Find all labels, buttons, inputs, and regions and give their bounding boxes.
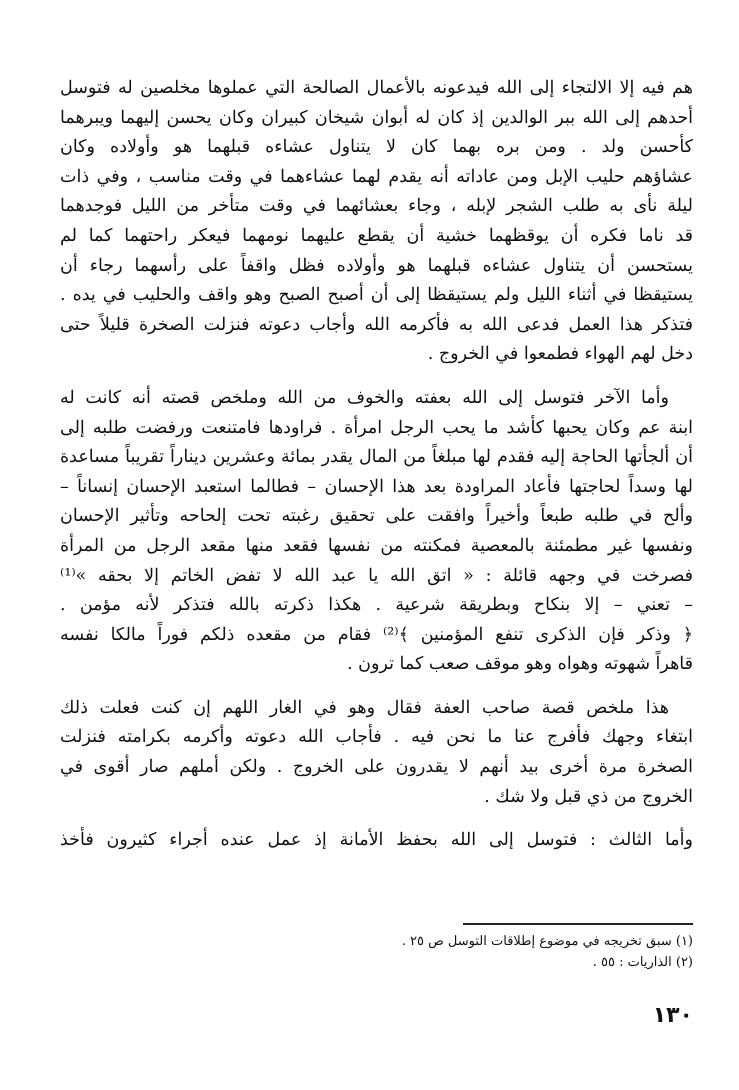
paragraph-3 (60, 694, 693, 812)
text-line: وألح في طلبه طبعاً وأخيراً وافقت على تحقيق رغبته تحت إلحاحه وتأثير الإحسان (60, 506, 693, 527)
text-line: وأما الثالث : فتوسل إلى الله بحفظ الأمانة إذ عمل عنده أجراء كثيرون فأخذ (60, 830, 693, 851)
text-line: دخل لهم الهواء فطمعوا في الخروج . (427, 344, 693, 365)
footnote-1: (١) سبق تخريجه في موضوع إطلاقات التوسل ص ٢٥ . (401, 934, 693, 949)
text-line: لها وسداً لحاجتها فأعاد المراودة بعد هذا الإحسان – فطالما استعبد الإحسان إنساناً – (60, 476, 693, 497)
text-line: – تعني – إلا بنكاح وبطريقة شرعية . هكذا ذكرته بالله فتذكر لأنه مؤمن . (60, 595, 693, 616)
paragraph-1 (60, 74, 693, 370)
text-line: ليلة نأى به طلب الشجر لإبله ، وجاء بعشائهما في وقت متأخر من الليل فوجدهما (60, 196, 693, 217)
text-line: هم فيه إلا الالتجاء إلى الله فيدعونه بالأعمال الصالحة التي عملوها مخلصين له فتوسل (60, 78, 693, 98)
text-line: فتذكر هذا العمل فدعى الله به فأكرمه الله وأجاب دعوته فنزلت الصخرة قليلاً حتى (60, 314, 693, 335)
text-line: هذا ملخص قصة صاحب العفة فقال وهو في الغار اللهم إن كنت فعلت ذلك (60, 697, 669, 718)
footnote-divider (463, 923, 693, 925)
text-line: أحدهم إلى الله ببر الوالدين إذ كان له أبوان شيخان كبيران وكان يحسن إليهما ويبرهما (60, 107, 693, 128)
paragraph-2 (60, 384, 693, 680)
text-line: عشاؤهم حليب الإبل ومن عاداته أنه يقدم لهما عشاءهما في وقت مناسب ، وفي ذات (60, 166, 693, 187)
footnotes (63, 931, 693, 973)
text-line: ابتغاء وجهك فأفرج عنا ما نحن فيه . فأجاب الله دعوته وأكرمه بكرامته فنزلت (60, 727, 693, 748)
quran-verse-line: ﴿ وذكر فإن الذكرى تنفع المؤمنين ﴾⁽²⁾ فقام من مقعده ذلكم فوراً مالكا نفسه (60, 624, 693, 645)
text-line: يستيقظا في أثناء الليل ولم يستيقظا إلى أن أصبح الصبح وهو واقف والحليب في يده . (60, 285, 693, 306)
text-line: كأحسن ولد . ومن بره بهما كان لا يتناول عشاءه قبلهما هو وأولاده وكان (60, 137, 693, 158)
footnote-2: (٢) الذاريات : ٥٥ . (592, 955, 693, 970)
text-line: أن ألجأتها الحاجة إليه فقدم لها مبلغاً من المال يقدر بمائة وعشرين ديناراً تقريباً مساعدة (60, 447, 693, 468)
page-number: ١٣٠ (652, 1003, 693, 1028)
paragraph-4 (60, 826, 693, 856)
text-line: قاهراً شهوته وهواه وهو موقف صعب كما ترون . (347, 654, 693, 675)
text-line: ونفسها غير مطمئنة بالمعصية فمكنته من نفسها فقعد منها مقعد الرجل من المرأة (60, 535, 693, 556)
text-line: فصرخت في وجهه قائلة : « اتق الله يا عبد الله لا تفض الخاتم إلا بحقه »⁽¹⁾ (60, 565, 693, 586)
text-line: يستحسن أن يتناول عشاءه قبلهما هو وأولاده فظل واقفاً على رأسهما رجاء أن (60, 255, 693, 276)
text-line: وأما الآخر فتوسل إلى الله بعفته والخوف من الله وملخص قصته أنه كانت له (60, 387, 669, 408)
text-line: ابنة عم وكان يحبها كأشد ما يحب الرجل امرأة . فراودها فامتنعت ورفضت طلبه إلى (60, 417, 693, 438)
text-line: قد ناما فكره أن يوقظهما خشية أن يقطع عليهما نومهما فيعكر راحتهما كما لم (60, 225, 693, 246)
text-line: الصخرة مرة أخرى بيد أنهم لا يقدرون على الخروج . ولكن أملهم صار أقوى في (60, 757, 693, 778)
text-line: الخروج من ذي قبل ولا شك . (484, 786, 693, 807)
